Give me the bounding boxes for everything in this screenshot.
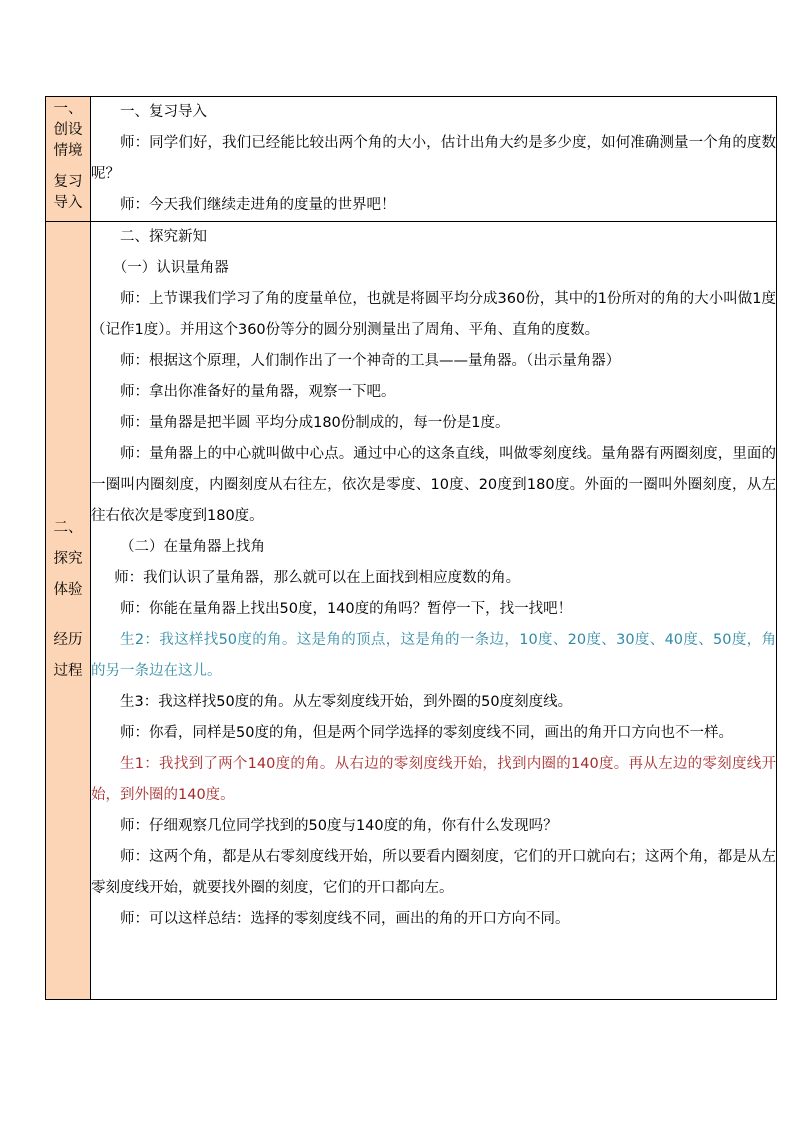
paragraph: 师：根据这个原理，人们制作出了一个神奇的工具——量角器。（出示量角器） [120,353,621,369]
paragraph: 师：量角器是把半圆 平均分成180份制成的，每一份是1度。 [120,415,510,431]
section-label-explore [46,222,91,1000]
paragraph: 师：可以这样总结：选择的零刻度线不同，画出的角的开口方向不同。 [120,911,570,927]
paragraph: 师：我们认识了量角器，那么就可以在上面找到相应度数的角。 [114,570,521,586]
paragraph: 师：拿出你准备好的量角器，观察一下吧。 [120,384,396,400]
student-answer: 生1：我找到了两个140度的角。从右边的零刻度线开始，找到内圈的140度。再从左边的零刻度线开始，到外圈的140度。 [91,756,776,803]
section-row-explore [46,222,777,1000]
section-label-review [46,97,91,222]
section-heading: 一、复习导入 [120,104,207,120]
label-line: 导入 [53,195,83,211]
label-line: 经历 [53,632,83,648]
paragraph: 师：同学们好，我们已经能比较出两个角的大小，估计出角大约是多少度，如何准确测量一个角的度数呢？ [91,135,776,182]
lesson-table [45,96,777,1000]
sub-heading: （一）认识量角器 [112,260,229,276]
paragraph: 师：这两个角，都是从右零刻度线开始，所以要看内圈刻度，它们的开口就向右；这两个角，都是从左零刻度线开始，就要找外圈的刻度，它们的开口都向左。 [91,849,776,896]
paragraph: 生3：我这样找50度的角。从左零刻度线开始，到外圈的50度刻度线。 [120,694,573,710]
label-line: 体验 [53,582,83,598]
section-row-review [46,97,777,222]
label-line: 情境 [53,143,83,159]
paragraph: 师：量角器上的中心就叫做中心点。通过中心的这条直线，叫做零刻度线。量角器有两圈刻度，里面的一圈叫内圈刻度，内圈刻度从右往左，依次是零度、10度、20度到180度。外面的一圈叫外圈刻度，从左往右依次是零度到180度。 [91,446,776,524]
label-line: 复习 [53,174,83,190]
label-line: 过程 [53,663,83,679]
section-content-review [91,97,777,222]
paragraph: 师：今天我们继续走进角的度量的世界吧！ [120,197,396,213]
student-answer: 生2：我这样找50度的角。这是角的顶点，这是角的一条边，10度、20度、30度、40度、50度，角的另一条边在这儿。 [91,632,776,679]
section-content-explore [91,222,777,1000]
label-line: 创设 [53,122,83,138]
label-line: 二、 [53,520,83,536]
section-heading: 二、探究新知 [120,229,207,245]
label-line: 探究 [53,551,83,567]
label-line: 一、 [53,101,83,117]
paragraph: 师：上节课我们学习了角的度量单位，也就是将圆平均分成360份，其中的1份所对的角的大小叫做1度（记作1度）。并用这个360份等分的圆分别测量出了周角、平角、直角的度数。 [91,291,776,338]
paragraph: 师：仔细观察几位同学找到的50度与140度的角，你有什么发现吗？ [120,818,558,834]
sub-heading: （二）在量角器上找角 [120,539,265,555]
paragraph: 师：你看，同样是50度的角，但是两个同学选择的零刻度线不同，画出的角开口方向也不一样。 [120,725,733,741]
paragraph: 师：你能在量角器上找出50度，140度的角吗？暂停一下，找一找吧！ [120,601,573,617]
